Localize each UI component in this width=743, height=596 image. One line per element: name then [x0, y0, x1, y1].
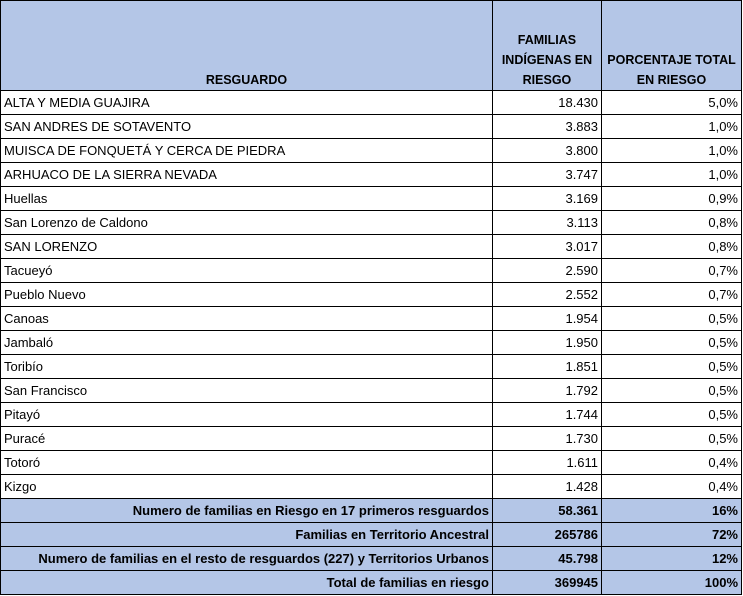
- cell-porcentaje: 0,5%: [602, 355, 742, 379]
- cell-porcentaje: 0,5%: [602, 379, 742, 403]
- cell-resguardo: SAN ANDRES DE SOTAVENTO: [1, 115, 493, 139]
- cell-porcentaje: 100%: [602, 571, 742, 595]
- table-header: [1, 1, 742, 91]
- cell-resguardo: Totoró: [1, 451, 493, 475]
- table-row: [1, 475, 742, 499]
- table-row: [1, 307, 742, 331]
- cell-familias: 1.428: [492, 475, 601, 499]
- cell-familias: 1.611: [492, 451, 601, 475]
- table-row: [1, 379, 742, 403]
- cell-resguardo: San Francisco: [1, 379, 493, 403]
- table-row: [1, 115, 742, 139]
- cell-familias: 3.747: [492, 163, 601, 187]
- cell-porcentaje: 0,9%: [602, 187, 742, 211]
- cell-resguardo: MUISCA DE FONQUETÁ Y CERCA DE PIEDRA: [1, 139, 493, 163]
- cell-resguardo: ALTA Y MEDIA GUAJIRA: [1, 91, 493, 115]
- table-row: [1, 187, 742, 211]
- cell-porcentaje: 0,4%: [602, 451, 742, 475]
- cell-porcentaje: 1,0%: [602, 139, 742, 163]
- cell-familias: 1.792: [492, 379, 601, 403]
- cell-resguardo: Tacueyó: [1, 259, 493, 283]
- cell-familias: 45.798: [492, 547, 601, 571]
- cell-porcentaje: 1,0%: [602, 115, 742, 139]
- cell-familias: 3.113: [492, 211, 601, 235]
- cell-resguardo: Kizgo: [1, 475, 493, 499]
- cell-resguardo: Total de familias en riesgo: [1, 571, 493, 595]
- cell-familias: 1.744: [492, 403, 601, 427]
- cell-resguardo: Numero de familias en el resto de resguardos (227) y Territorios Urbanos: [1, 547, 493, 571]
- cell-familias: 1.730: [492, 427, 601, 451]
- cell-resguardo: Jambaló: [1, 331, 493, 355]
- cell-resguardo: Puracé: [1, 427, 493, 451]
- cell-familias: 265786: [492, 523, 601, 547]
- table-row: [1, 163, 742, 187]
- table-row: [1, 259, 742, 283]
- cell-resguardo: Huellas: [1, 187, 493, 211]
- cell-porcentaje: 72%: [602, 523, 742, 547]
- cell-familias: 2.590: [492, 259, 601, 283]
- table-row: [1, 235, 742, 259]
- cell-resguardo: SAN LORENZO: [1, 235, 493, 259]
- cell-familias: 1.954: [492, 307, 601, 331]
- table-row: [1, 211, 742, 235]
- cell-resguardo: Toribío: [1, 355, 493, 379]
- header-row: [1, 1, 742, 91]
- cell-familias: 3.800: [492, 139, 601, 163]
- cell-porcentaje: 0,5%: [602, 427, 742, 451]
- cell-resguardo: Numero de familias en Riesgo en 17 primeros resguardos: [1, 499, 493, 523]
- table-row: [1, 355, 742, 379]
- cell-porcentaje: 0,7%: [602, 283, 742, 307]
- summary-row: [1, 571, 742, 595]
- cell-familias: 2.552: [492, 283, 601, 307]
- cell-resguardo: ARHUACO DE LA SIERRA NEVADA: [1, 163, 493, 187]
- cell-resguardo: Canoas: [1, 307, 493, 331]
- cell-familias: 369945: [492, 571, 601, 595]
- table-row: [1, 451, 742, 475]
- summary-row: [1, 499, 742, 523]
- table-row: [1, 331, 742, 355]
- cell-porcentaje: 0,8%: [602, 211, 742, 235]
- cell-familias: 3.017: [492, 235, 601, 259]
- cell-porcentaje: 0,4%: [602, 475, 742, 499]
- cell-porcentaje: 1,0%: [602, 163, 742, 187]
- cell-porcentaje: 0,5%: [602, 307, 742, 331]
- table-body: [1, 91, 742, 595]
- cell-porcentaje: 5,0%: [602, 91, 742, 115]
- table-row: [1, 403, 742, 427]
- cell-familias: 58.361: [492, 499, 601, 523]
- cell-porcentaje: 0,5%: [602, 331, 742, 355]
- cell-familias: 1.851: [492, 355, 601, 379]
- table-row: [1, 91, 742, 115]
- cell-porcentaje: 0,7%: [602, 259, 742, 283]
- cell-resguardo: San Lorenzo de Caldono: [1, 211, 493, 235]
- cell-porcentaje: 0,5%: [602, 403, 742, 427]
- table-row: [1, 427, 742, 451]
- cell-familias: 3.169: [492, 187, 601, 211]
- summary-row: [1, 547, 742, 571]
- table-row: [1, 139, 742, 163]
- cell-porcentaje: 12%: [602, 547, 742, 571]
- header-familias: FAMILIAS INDÍGENAS EN RIESGO: [492, 1, 601, 91]
- cell-familias: 1.950: [492, 331, 601, 355]
- summary-row: [1, 523, 742, 547]
- cell-porcentaje: 0,8%: [602, 235, 742, 259]
- cell-resguardo: Pitayó: [1, 403, 493, 427]
- cell-porcentaje: 16%: [602, 499, 742, 523]
- cell-familias: 3.883: [492, 115, 601, 139]
- header-resguardo: RESGUARDO: [1, 1, 493, 91]
- header-porcentaje: PORCENTAJE TOTAL EN RIESGO: [602, 1, 742, 91]
- cell-familias: 18.430: [492, 91, 601, 115]
- cell-resguardo: Pueblo Nuevo: [1, 283, 493, 307]
- cell-resguardo: Familias en Territorio Ancestral: [1, 523, 493, 547]
- table-row: [1, 283, 742, 307]
